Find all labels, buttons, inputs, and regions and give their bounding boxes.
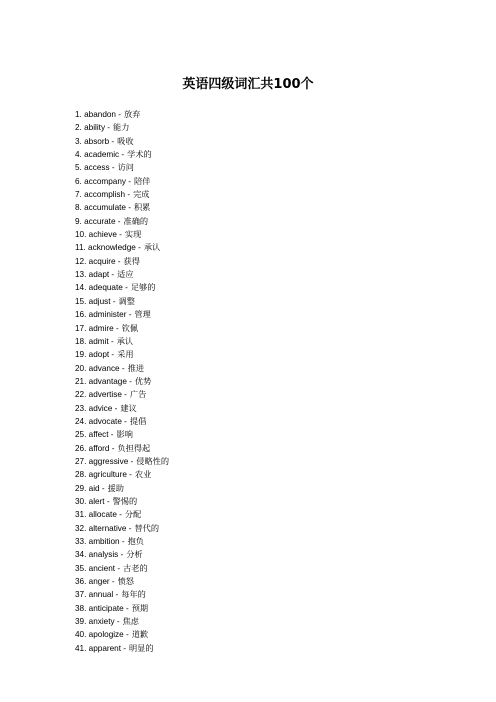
english-word: 29. aid -: [75, 483, 105, 493]
chinese-meaning: 抱负: [127, 536, 144, 546]
english-word: 8. accumulate -: [75, 203, 131, 213]
chinese-meaning: 推进: [127, 362, 145, 373]
chinese-meaning: 每年的: [121, 589, 146, 600]
english-word: 10. achieve -: [75, 230, 122, 240]
english-word: 7. accomplish -: [75, 190, 131, 200]
chinese-meaning: 侵略性的: [136, 455, 170, 466]
vocabulary-entry: [75, 121, 169, 134]
document-title: 英语四级词汇共100个: [182, 77, 314, 92]
vocabulary-entry: [75, 602, 169, 615]
chinese-meaning: 学术的: [127, 149, 152, 160]
chinese-meaning: 钦佩: [121, 322, 139, 333]
english-word: 14. adequate -: [75, 283, 128, 293]
vocabulary-entry: [75, 161, 169, 174]
english-word: 2. ability -: [75, 123, 111, 133]
english-word: 17. admire -: [75, 323, 119, 333]
chinese-meaning: 道歉: [131, 629, 149, 640]
chinese-meaning: 访问: [117, 162, 134, 173]
chinese-meaning: 完成: [133, 189, 150, 200]
chinese-meaning: 农业: [134, 469, 152, 480]
vocabulary-entry: [75, 415, 169, 428]
english-word: 30. alert -: [75, 496, 110, 506]
chinese-meaning: 提倡: [129, 415, 147, 426]
vocabulary-entry: [75, 322, 169, 335]
english-word: 36. anger -: [75, 577, 115, 587]
english-word: 5. access -: [75, 163, 115, 173]
chinese-meaning: 吸收: [117, 135, 134, 146]
chinese-meaning: 采用: [117, 349, 134, 360]
chinese-meaning: 足够的: [130, 282, 156, 293]
vocabulary-entry: [75, 522, 169, 535]
chinese-meaning: 负担得起: [117, 442, 151, 453]
chinese-meaning: 古老的: [123, 562, 148, 573]
english-word: 3. absorb -: [75, 136, 115, 146]
vocabulary-entry: [75, 455, 169, 468]
english-word: 11. acknowledge -: [75, 243, 141, 253]
english-word: 40. apologize -: [75, 630, 129, 640]
vocabulary-entry: [75, 388, 169, 401]
vocabulary-entry: [75, 281, 169, 294]
english-word: 33. ambition -: [75, 537, 125, 546]
english-word: 37. annual -: [75, 590, 119, 600]
vocabulary-entry: [75, 442, 169, 455]
vocabulary-entry: [75, 468, 169, 481]
chinese-meaning: 承认: [143, 242, 161, 253]
vocabulary-entry: [75, 615, 169, 628]
english-word: 22. advertise -: [75, 390, 127, 400]
english-word: 1. abandon -: [75, 110, 121, 119]
vocabulary-entry: [75, 628, 169, 641]
english-word: 20. advance -: [75, 363, 125, 373]
english-word: 9. accurate -: [75, 216, 121, 226]
english-word: 21. advantage -: [75, 376, 132, 386]
chinese-meaning: 放弃: [123, 109, 141, 119]
english-word: 26. afford -: [75, 443, 115, 453]
vocabulary-entry: [75, 548, 169, 561]
chinese-meaning: 建议: [120, 402, 137, 413]
vocabulary-entry: [75, 241, 169, 254]
vocabulary-entry: [75, 295, 169, 308]
chinese-meaning: 调整: [118, 295, 135, 306]
vocabulary-entry: [75, 215, 169, 228]
chinese-meaning: 替代的: [134, 522, 160, 533]
vocabulary-entry: [75, 255, 169, 268]
english-word: 34. analysis -: [75, 550, 124, 560]
english-word: 28. agriculture -: [75, 470, 132, 480]
english-word: 35. ancient -: [75, 563, 121, 573]
english-word: 25. affect -: [75, 430, 114, 440]
english-word: 39. anxiety -: [75, 617, 120, 627]
vocabulary-entry: [75, 188, 169, 201]
english-word: 27. aggressive -: [75, 456, 134, 466]
english-word: 12. acquire -: [75, 256, 121, 266]
english-word: 32. alternative -: [75, 523, 132, 533]
vocabulary-entry: [75, 482, 169, 495]
vocabulary-entry: [75, 428, 169, 441]
chinese-meaning: 优势: [134, 375, 152, 386]
vocabulary-entry: [75, 268, 169, 281]
vocabulary-entry: [75, 402, 169, 415]
vocabulary-entry: [75, 562, 169, 575]
chinese-meaning: 积累: [133, 202, 151, 213]
vocabulary-entry: [75, 362, 169, 375]
vocabulary-entry: [75, 335, 169, 348]
vocabulary-list: [75, 108, 169, 655]
vocabulary-entry: [75, 108, 169, 121]
vocabulary-entry: [75, 642, 169, 655]
chinese-meaning: 明显的: [128, 642, 154, 653]
vocabulary-entry: [75, 228, 169, 241]
chinese-meaning: 分配: [124, 509, 142, 520]
chinese-meaning: 能力: [113, 122, 130, 133]
english-word: 13. adapt -: [75, 270, 115, 280]
english-word: 16. administer -: [75, 310, 132, 320]
english-word: 19. adopt -: [75, 350, 115, 360]
vocabulary-entry: [75, 508, 169, 521]
chinese-meaning: 实现: [124, 229, 142, 240]
english-word: 18. admit -: [75, 336, 114, 346]
chinese-meaning: 焦虑: [122, 616, 139, 627]
english-word: 41. apparent -: [75, 643, 126, 653]
chinese-meaning: 分析: [126, 549, 143, 560]
chinese-meaning: 陪伴: [133, 175, 151, 186]
english-word: 23. advice -: [75, 403, 118, 413]
vocabulary-entry: [75, 175, 169, 188]
chinese-meaning: 管理: [134, 309, 151, 320]
vocabulary-entry: [75, 575, 169, 588]
vocabulary-entry: [75, 135, 169, 148]
english-word: 6. accompany -: [75, 176, 131, 186]
english-word: 38. anticipate -: [75, 603, 129, 613]
vocabulary-entry: [75, 495, 169, 508]
english-word: 24. advocate -: [75, 416, 127, 426]
chinese-meaning: 警惕的: [112, 495, 138, 506]
chinese-meaning: 承认: [116, 335, 134, 346]
chinese-meaning: 适应: [117, 269, 134, 280]
vocabulary-entry: [75, 588, 169, 601]
vocabulary-entry: [75, 148, 169, 161]
chinese-meaning: 援助: [107, 482, 124, 493]
chinese-meaning: 预期: [131, 602, 149, 613]
vocabulary-entry: [75, 535, 169, 548]
chinese-meaning: 广告: [129, 389, 147, 400]
vocabulary-entry: [75, 201, 169, 214]
chinese-meaning: 愤怒: [117, 576, 134, 587]
vocabulary-entry: [75, 308, 169, 321]
english-word: 4. academic -: [75, 150, 125, 160]
vocabulary-entry: [75, 375, 169, 388]
chinese-meaning: 影响: [116, 429, 133, 440]
vocabulary-entry: [75, 348, 169, 361]
english-word: 31. allocate -: [75, 510, 122, 520]
chinese-meaning: 获得: [123, 255, 140, 266]
chinese-meaning: 准确的: [123, 215, 149, 226]
english-word: 15. adjust -: [75, 296, 116, 306]
